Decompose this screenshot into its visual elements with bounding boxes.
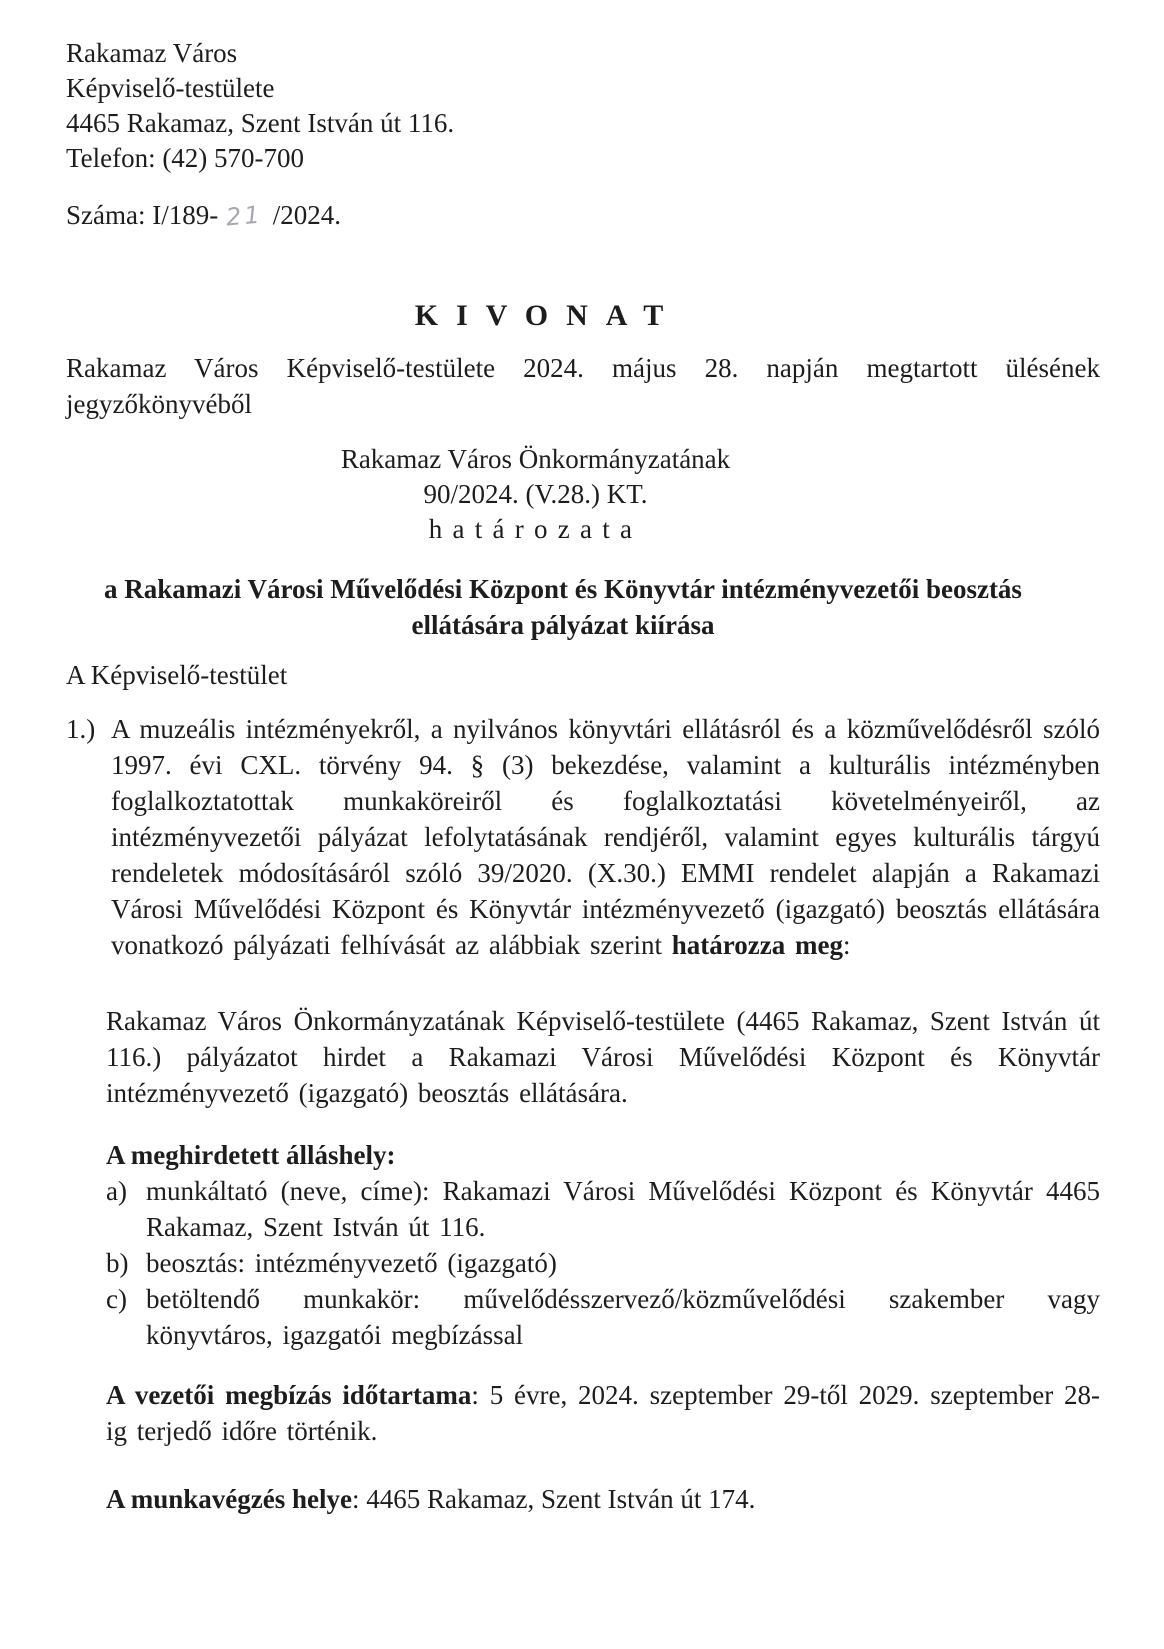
job-item-marker: b) (106, 1248, 129, 1278)
announcement-paragraph: Rakamaz Város Önkormányzatának Képviselő-testülete (4465 Rakamaz, Szent István út 116.) pályázatot hirdet a Rakamazi Városi Művelődési Központ és Könyvtár intézményvezető (igazgató) beosztás ellátására. (106, 1006, 1100, 1108)
resolution-header (66, 442, 1100, 547)
letterhead (66, 36, 1100, 176)
job-item (106, 1281, 1100, 1353)
term-paragraph (106, 1377, 1100, 1449)
term-label: A vezetői megbízás időtartama (106, 1380, 472, 1410)
workplace-label: A munkavégzés helye (106, 1484, 352, 1514)
point-1-text (111, 711, 1100, 963)
document-number-prefix: Száma: I/189- (66, 200, 219, 230)
intro-paragraph: Rakamaz Város Képviselő-testülete 2024. május 28. napján megtartott ülésének jegyzőkönyvéből (66, 353, 1100, 419)
point-1-colon: : (842, 930, 851, 960)
body-intro: A Képviselő-testület (66, 660, 288, 690)
point-1 (66, 711, 1100, 963)
job-item-marker: c) (106, 1284, 127, 1314)
letterhead-line: 4465 Rakamaz, Szent István út 116. (66, 108, 455, 138)
job-item-text: beosztás: intézményvezető (igazgató) (146, 1248, 557, 1278)
handwritten-number: 21 (225, 200, 264, 232)
document-number-line (66, 197, 1100, 234)
job-item (106, 1173, 1100, 1245)
document-number-suffix: /2024. (272, 200, 342, 230)
point-1-marker: 1.) (66, 714, 96, 744)
job-item-text: munkáltató (neve, címe): Rakamazi Városi Művelődési Központ és Könyvtár 4465 Rakamaz, Szent István út 116. (146, 1176, 1100, 1242)
point-1-body: A muzeális intézményekről, a nyilvános könyvtári ellátásról és a közművelődésről szóló 1997. évi CXL. törvény 94. § (3) bekezdése, valamint a kulturális intézményben foglalkoztatottak munkaköreiről és foglalkoztatási követelményeiről, az intézményvezetői pályázat lefolytatásának rendjéről, valamint egyes kulturális tárgyú rendeletek módosításáról szóló 39/2020. (X.30.) EMMI rendelet alapján a Rakamazi Városi Művelődési Központ és Könyvtár intézményvezető (igazgató) beosztás ellátására vonatkozó pályázati felhívását az alábbiak szerint (111, 714, 1100, 960)
job-item-text: betöltendő munkakör: művelődésszervező/közművelődési szakember vagy könyvtáros, igazgatói megbízással (146, 1284, 1100, 1350)
letterhead-line: Képviselő-testülete (66, 73, 275, 103)
resolution-number: 90/2024. (V.28.) KT. (423, 479, 648, 509)
workplace-value: : 4465 Rakamaz, Szent István út 174. (352, 1484, 756, 1514)
workplace-paragraph (106, 1481, 1100, 1517)
point-1-bold: határozza meg (671, 930, 843, 960)
document-title: KIVONAT (414, 299, 682, 332)
job-item (106, 1245, 1100, 1281)
letterhead-line: Telefon: (42) 570-700 (66, 143, 305, 173)
advertised-position-section (106, 1137, 1100, 1353)
term-value: : 5 évre, 2024. szeptember 29-től 2029. szeptember 28-ig terjedő időre történik. (106, 1380, 1100, 1446)
resolution-org: Rakamaz Város Önkormányzatának (340, 444, 731, 474)
letterhead-line: Rakamaz Város (66, 38, 238, 68)
subject-heading: a Rakamazi Városi Művelődési Központ és Könyvtár intézményvezetői beosztás ellátására pályázat kiírása (104, 574, 1022, 640)
jobs-heading: A meghirdetett álláshely: (106, 1140, 396, 1170)
job-item-marker: a) (106, 1176, 127, 1206)
resolution-word: határozata (428, 514, 643, 544)
